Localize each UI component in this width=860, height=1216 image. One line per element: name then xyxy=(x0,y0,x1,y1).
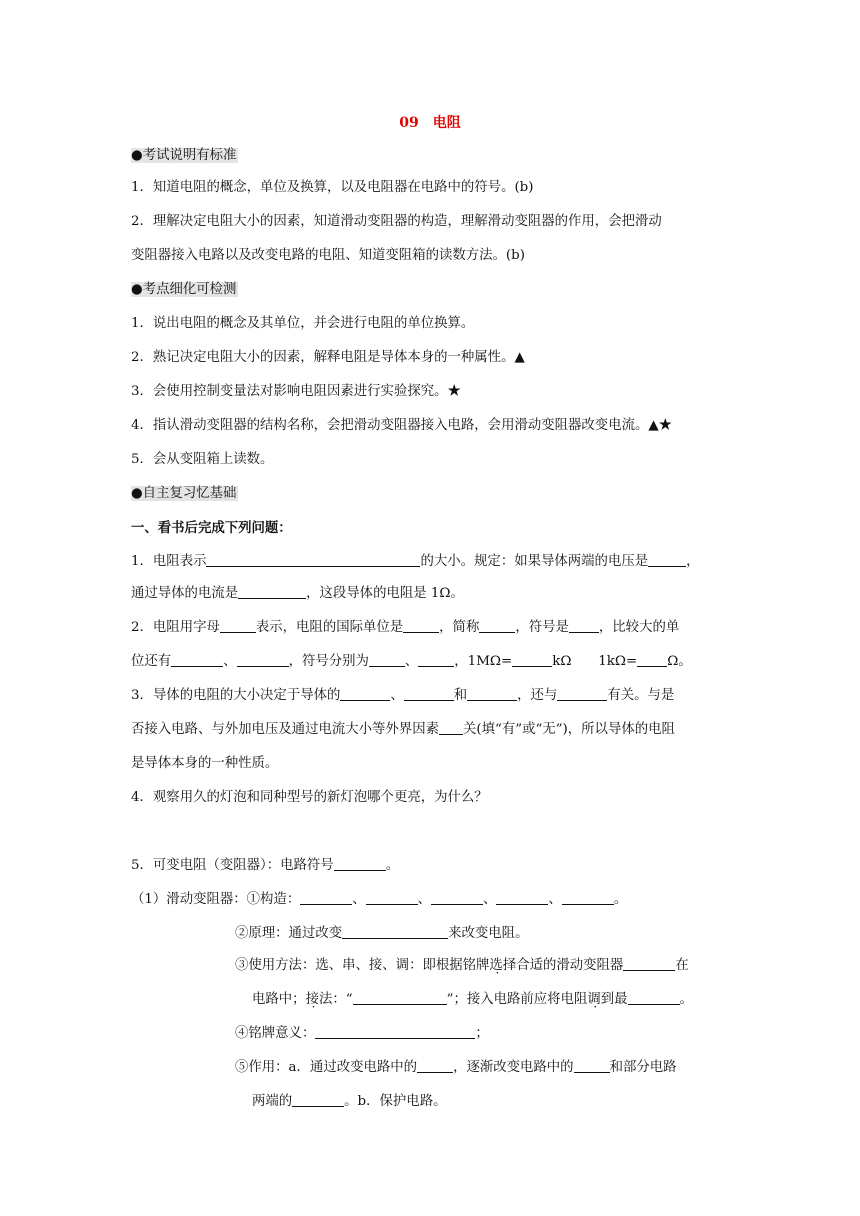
section-heading-checkpoints: ●考点细化可检测 xyxy=(131,282,237,297)
answer-blank[interactable] xyxy=(431,890,483,905)
page-title: 09 电阻 xyxy=(399,115,461,131)
checkpoint-item-3: 3．会使用控制变量法对影响电阻因素进行实验探究。★ xyxy=(131,384,461,399)
question-4: 4．观察用久的灯泡和同种型号的新灯泡哪个更亮，为什么？ xyxy=(131,790,488,805)
question-5-1-structure: （1）滑动变阻器：①构造： 、 、 、 、 。 xyxy=(131,892,628,907)
answer-blank[interactable] xyxy=(574,1058,610,1073)
answer-blank[interactable] xyxy=(300,890,352,905)
question-5-1-function-line-2: 两端的 。b．保护电路。 xyxy=(252,1094,447,1109)
question-5-1-function-line-1: ⑤作用：a．通过改变电路中的 ，逐渐改变电路中的 和部分电路 xyxy=(235,1060,677,1075)
question-3-line-2: 否接入电路、与外加电压及通过电流大小等外界因素 关(填“有”或“无”)，所以导体的电阻 xyxy=(131,722,675,737)
question-5-1-usage-line-2: 电路中；接法：“ ”；接入电路前应将电阻调到最 。 xyxy=(252,992,693,1007)
answer-blank[interactable] xyxy=(403,618,439,633)
question-1-line-1: 1．电阻表示 的大小。规定：如果导体两端的电压是 ， xyxy=(131,554,700,569)
question-2-line-1: 2．电阻用字母 表示，电阻的国际单位是 ，简称 ，符号是 ，比较大的单 xyxy=(131,620,680,635)
answer-blank[interactable] xyxy=(237,652,289,667)
section-heading-standards: ●考试说明有标准 xyxy=(131,148,237,163)
answer-blank[interactable] xyxy=(340,686,390,701)
answer-blank[interactable] xyxy=(467,686,517,701)
checkpoint-item-4: 4．指认滑动变阻器的结构名称，会把滑动变阻器接入电路，会用滑动变阻器改变电流。▲★ xyxy=(131,418,673,433)
section-heading-review: ●自主复习忆基础 xyxy=(131,486,237,501)
answer-blank[interactable] xyxy=(557,686,607,701)
answer-blank[interactable] xyxy=(315,1024,475,1039)
answer-blank[interactable] xyxy=(637,652,667,667)
checkpoint-item-2: 2．熟记决定电阻大小的因素，解释电阻是导体本身的一种属性。▲ xyxy=(131,350,525,365)
question-2-line-2: 位还有 、 ，符号分别为 、 ，1MΩ= kΩ 1kΩ= Ω。 xyxy=(131,654,692,669)
answer-blank[interactable] xyxy=(562,890,614,905)
answer-blank[interactable] xyxy=(479,618,515,633)
answer-blank[interactable] xyxy=(238,584,306,599)
checkpoint-item-1: 1．说出电阻的概念及其单位，并会进行电阻的单位换算。 xyxy=(131,316,475,331)
answer-blank[interactable] xyxy=(353,990,447,1005)
question-5-1-principle: ②原理：通过改变 来改变电阻。 xyxy=(235,926,529,941)
answer-blank[interactable] xyxy=(417,1058,453,1073)
question-1-line-2: 通过导体的电流是 ，这段导体的电阻是 1Ω。 xyxy=(131,586,464,601)
answer-blank[interactable] xyxy=(342,924,448,939)
standard-item-2: 2．理解决定电阻大小的因素，知道滑动变阻器的构造，理解滑动变阻器的作用，会把滑动 xyxy=(131,214,662,229)
answer-blank[interactable] xyxy=(648,552,686,567)
part-heading: 一、看书后完成下列问题： xyxy=(131,520,292,536)
question-3-line-3: 是导体本身的一种性质。 xyxy=(131,756,279,771)
answer-blank[interactable] xyxy=(404,686,454,701)
checkpoint-item-5: 5．会从变阻箱上读数。 xyxy=(131,452,274,467)
standard-item-1: 1．知道电阻的概念，单位及换算，以及电阻器在电路中的符号。(b) xyxy=(131,180,534,195)
answer-blank[interactable] xyxy=(206,552,420,567)
answer-blank[interactable] xyxy=(623,956,675,971)
answer-blank[interactable] xyxy=(439,720,463,735)
standard-item-2-cont: 变阻器接入电路以及改变电路的电阻、知道变阻箱的读数方法。(b) xyxy=(131,248,525,263)
answer-blank[interactable] xyxy=(418,652,454,667)
question-5-1-nameplate: ④铭牌意义： ； xyxy=(235,1026,489,1041)
answer-blank[interactable] xyxy=(220,618,256,633)
answer-blank[interactable] xyxy=(334,856,386,871)
answer-blank[interactable] xyxy=(171,652,223,667)
answer-blank[interactable] xyxy=(292,1092,344,1107)
answer-blank[interactable] xyxy=(569,618,599,633)
answer-blank[interactable] xyxy=(512,652,552,667)
answer-blank[interactable] xyxy=(628,990,680,1005)
question-3-line-1: 3．导体的电阻的大小决定于导体的 、 和 ，还与 有关。与是 xyxy=(131,688,675,703)
answer-blank[interactable] xyxy=(496,890,548,905)
question-5: 5．可变电阻（变阻器）：电路符号 。 xyxy=(131,858,400,873)
answer-blank[interactable] xyxy=(369,652,405,667)
question-5-1-usage-line-1: ③使用方法：选、串、接、调：即根据铭牌选择合适的滑动变阻器 在 xyxy=(235,958,689,973)
answer-blank[interactable] xyxy=(366,890,418,905)
